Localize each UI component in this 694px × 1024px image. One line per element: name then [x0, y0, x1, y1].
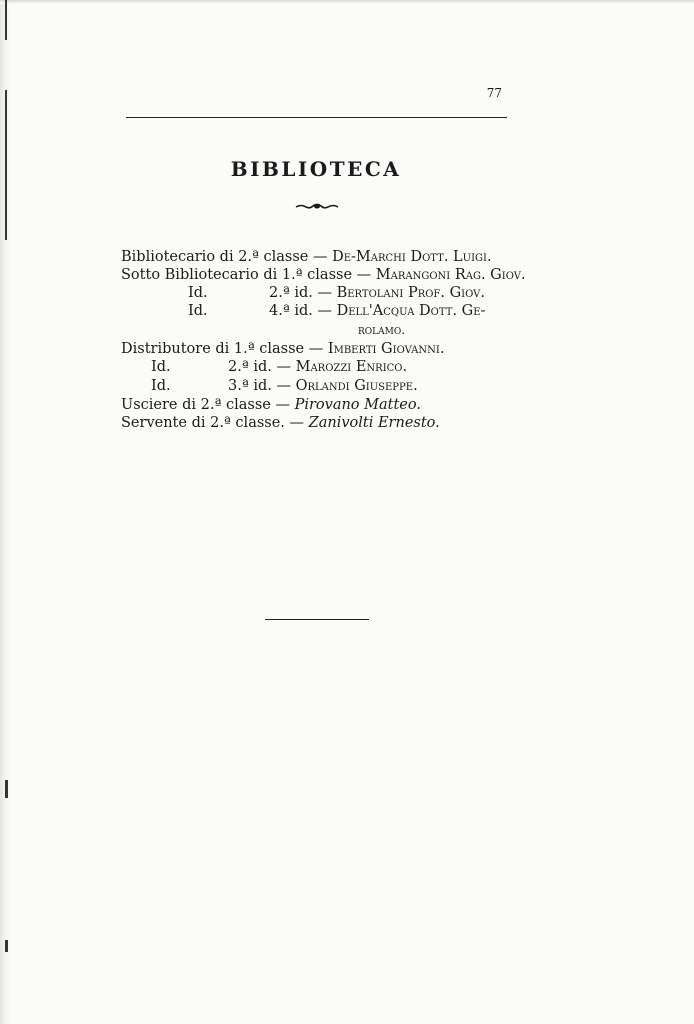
entry-continuation: rolamo. — [358, 322, 406, 337]
entry-class: id. — [294, 285, 313, 301]
entry-name: — Orlandi Giuseppe. — [276, 378, 418, 394]
entry-grade: 2.ª — [269, 285, 290, 301]
entry-class: id. — [253, 359, 272, 375]
entry-role: Id. — [188, 285, 208, 301]
list-item — [121, 340, 444, 359]
list-item — [269, 284, 485, 303]
list-item — [121, 266, 526, 285]
entry-grade: 3.ª — [228, 378, 249, 394]
list-item — [188, 284, 208, 303]
page-number: 77 — [486, 86, 502, 100]
list-item — [121, 396, 421, 415]
header-rule — [126, 117, 507, 118]
list-item — [269, 302, 485, 321]
entry-role: Servente di 2.ª classe. — — [121, 415, 305, 431]
entry-role: Id. — [188, 303, 208, 319]
footer-rule — [265, 619, 369, 620]
edge-mark — [5, 940, 8, 952]
edge-mark — [5, 780, 8, 798]
list-item — [151, 377, 171, 396]
entry-role: Id. — [151, 378, 171, 394]
entry-name: Marangoni Rag. Giov. — [375, 267, 526, 283]
entry-role: Bibliotecario di 2.ª classe — — [121, 249, 328, 265]
entry-name: Zanivolti Ernesto. — [308, 415, 440, 431]
entry-name: — Dell'Acqua Dott. Ge- — [317, 303, 486, 319]
entry-role: Distributore di 1.ª classe — — [121, 341, 324, 357]
entry-role: Id. — [151, 359, 171, 375]
list-item — [151, 358, 171, 377]
list-item — [188, 302, 208, 321]
entry-grade: 4.ª — [269, 303, 290, 319]
entry-grade: 2.ª — [228, 359, 249, 375]
list-item — [228, 358, 407, 377]
entry-name: Pirovano Matteo. — [294, 397, 421, 413]
entry-role: Usciere di 2.ª classe — — [121, 397, 290, 413]
entry-name: De-Marchi Dott. Luigi. — [332, 249, 492, 265]
entry-name: — Bertolani Prof. Giov. — [317, 285, 485, 301]
list-item — [228, 377, 418, 396]
list-item — [121, 414, 440, 433]
entry-role: Sotto Bibliotecario di 1.ª classe — — [121, 267, 372, 283]
section-title: BIBLIOTECA — [230, 157, 402, 181]
entry-name: Imberti Giovanni. — [327, 341, 445, 357]
entry-class: id. — [253, 378, 272, 394]
edge-mark — [5, 0, 7, 40]
entry-class: id. — [294, 303, 313, 319]
list-item — [121, 248, 492, 267]
entry-name: — Marozzi Enrico. — [276, 359, 408, 375]
ornament-flourish-icon — [295, 201, 339, 213]
page-top-edge — [0, 0, 694, 4]
